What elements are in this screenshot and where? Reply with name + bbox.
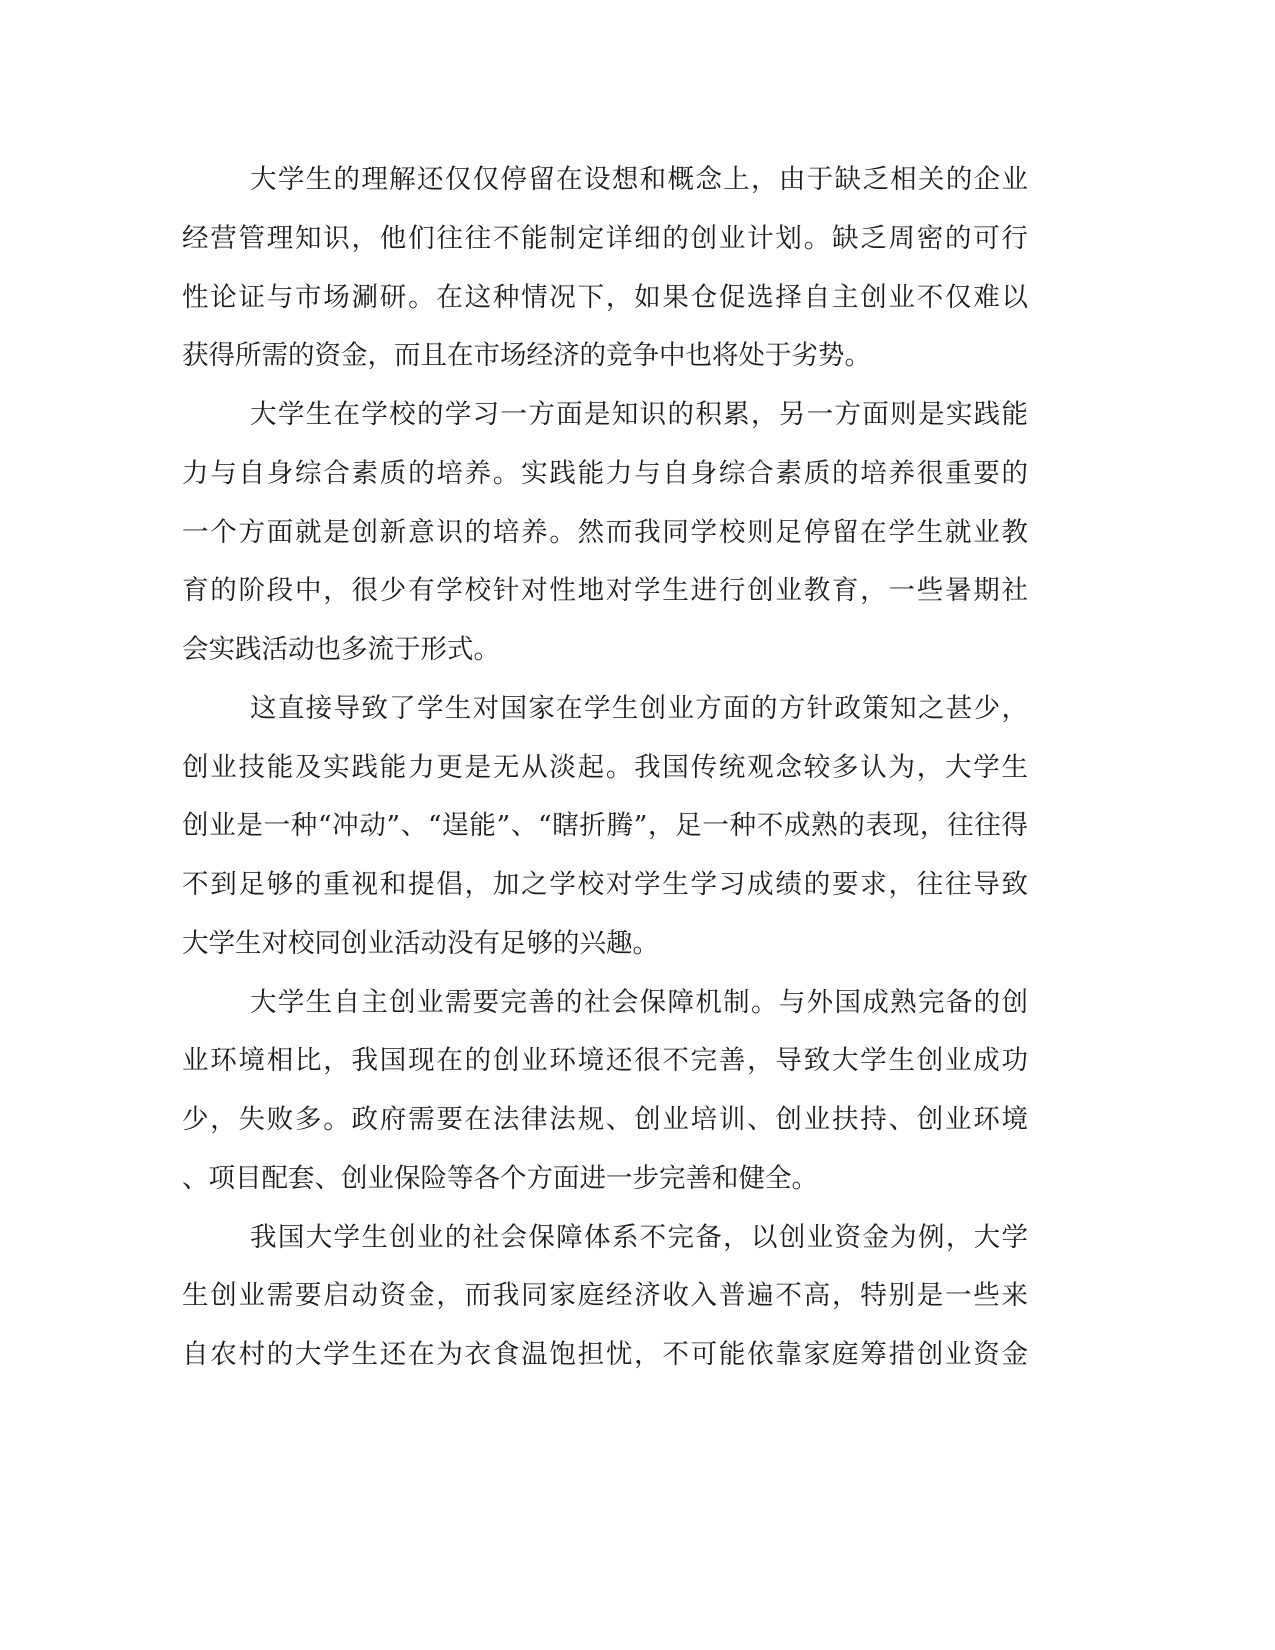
paragraph-4-line-1: 大学生自主创业需要完善的社会保障机制。与外国成熟完备的创 (250, 987, 1028, 1018)
paragraph-3-line-2: 创业技能及实践能力更是无从淡起。我国传统观念较多认为，大学生 (182, 752, 1028, 783)
paragraph-1-line-4: 获得所需的资金，而且在市场经济的竞争中也将处于劣势。 (182, 340, 871, 371)
paragraph-2-line-5: 会实践活动也多流于形式。 (182, 634, 500, 665)
paragraph-1-line-3: 性论证与市场涮研。在这种情况下，如果仓促选择自主创业不仅难以 (182, 282, 1028, 313)
paragraph-2-line-3: 一个方面就是创新意识的培养。然而我同学校则足停留在学生就业教 (182, 517, 1028, 548)
paragraph-3-line-3: 创业是一种“冲动”、“逞能”、“瞎折腾”，足一种不成熟的表现，往往得 (182, 810, 1028, 841)
paragraph-5-line-3: 自农村的大学生还在为衣食温饱担忧，不可能依靠家庭筹措创业资金 (182, 1339, 1028, 1370)
paragraph-2-line-1: 大学生在学校的学习一方面是知识的积累，另一方面则是实践能 (250, 399, 1028, 430)
paragraph-3-line-5: 大学生对校同创业活动没有足够的兴趣。 (182, 928, 659, 959)
paragraph-2-line-4: 育的阶段中，很少有学校针对性地对学生进行创业教育，一些暑期社 (182, 575, 1028, 606)
paragraph-4-line-4: 、项目配套、创业保险等各个方面进一步完善和健全。 (182, 1163, 818, 1194)
paragraph-4-line-3: 少，失败多。政府需要在法律法规、创业培训、创业扶持、创业环境 (182, 1104, 1028, 1135)
paragraph-3-line-1: 这直接导致了学生对国家在学生创业方面的方针政策知之甚少， (250, 693, 1028, 724)
paragraph-1-line-1: 大学生的理解还仅仅停留在设想和概念上，由于缺乏相关的企业 (250, 164, 1028, 195)
paragraph-2-line-2: 力与自身综合素质的培养。实践能力与自身综合素质的培养很重要的 (182, 458, 1028, 489)
paragraph-3-line-4: 不到足够的重视和提倡，加之学校对学生学习成绩的要求，往往导致 (182, 869, 1028, 900)
paragraph-1-line-2: 经营管理知识，他们往往不能制定详细的创业计划。缺乏周密的可行 (182, 223, 1028, 254)
paragraph-5-line-1: 我国大学生创业的社会保障体系不完备，以创业资金为例，大学 (250, 1222, 1028, 1253)
paragraph-4-line-2: 业环境相比，我国现在的创业环境还很不完善，导致大学生创业成功 (182, 1045, 1028, 1076)
paragraph-5-line-2: 生创业需要启动资金，而我同家庭经济收入普遍不高，特别是一些来 (182, 1280, 1028, 1311)
